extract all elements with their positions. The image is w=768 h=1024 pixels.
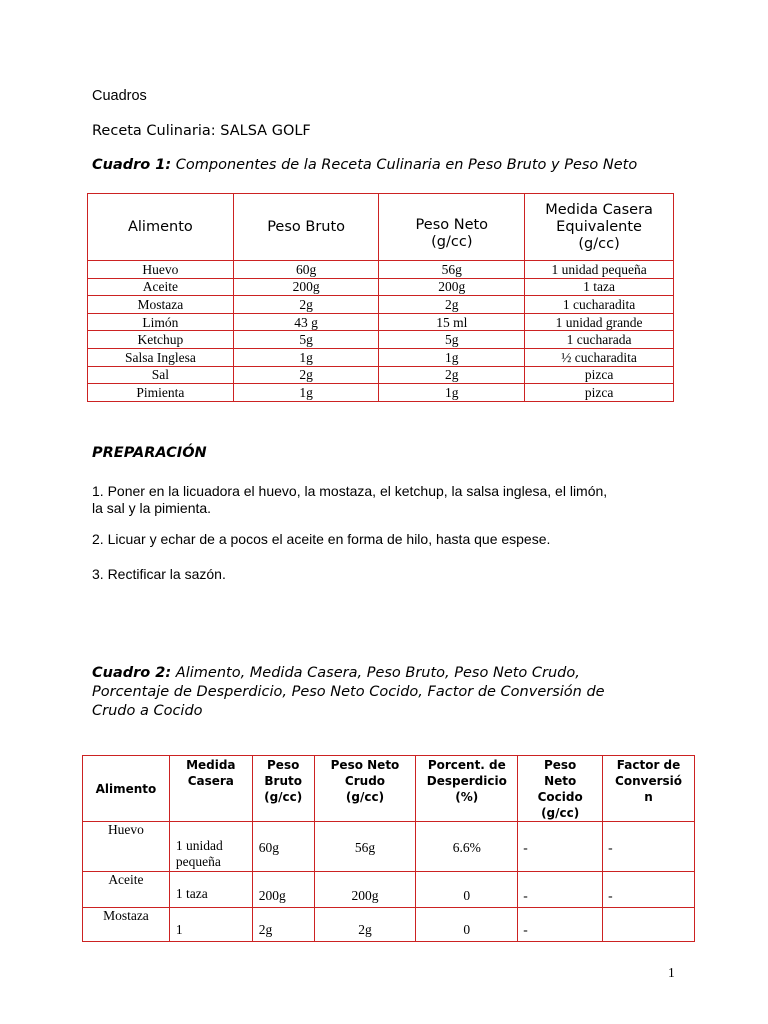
col-header: Medida Casera Equivalente (g/cc) [525, 194, 674, 261]
recipe-title: Receta Culinaria: SALSA GOLF [92, 123, 311, 139]
step-2: 2. Licuar y echar de a pocos el aceite en forma de hilo, hasta que espese. [92, 531, 551, 547]
cell-peso-neto: 1g [379, 348, 525, 366]
cell-peso-neto: 1g [379, 384, 525, 402]
cell-cocido: - [518, 908, 603, 942]
col-header: Porcent. de Desperdicio (%) [416, 756, 518, 822]
table-row [83, 872, 695, 908]
col-header: Alimento [83, 756, 170, 822]
cell-cocido: - [518, 872, 603, 908]
cell-peso-neto: 2g [379, 296, 525, 314]
cell-medida-casera: 1 unidad pequeña [525, 261, 674, 279]
cell-peso-bruto: 200g [252, 872, 314, 908]
cell-factor: - [603, 872, 695, 908]
cell-alimento: Mostaza [83, 908, 170, 942]
cell-peso-neto: 5g [379, 331, 525, 349]
cell-peso-neto: 15 ml [379, 313, 525, 331]
cell-peso-bruto: 1g [233, 384, 379, 402]
cell-peso-neto: 2g [379, 366, 525, 384]
cuadro2-caption-text: Alimento, Medida Casera, Peso Bruto, Peso Neto Crudo, Porcentaje de Desperdicio, Peso Neto Cocido, Factor de Conversión de Crudo a Cocido [92, 665, 605, 719]
cuadro2-label: Cuadro 2: [92, 665, 172, 681]
cell-medida-casera: 1 cucharadita [525, 296, 674, 314]
section-heading: Cuadros [92, 88, 147, 104]
table-row [83, 822, 695, 872]
col-header: Peso Bruto [233, 194, 379, 261]
cell-peso-neto: 2g [314, 908, 416, 942]
cell-peso-bruto: 43 g [233, 313, 379, 331]
cell-peso-bruto: 2g [233, 366, 379, 384]
cell-alimento: Pimienta [88, 384, 234, 402]
cell-factor [603, 908, 695, 942]
cell-peso-bruto: 2g [252, 908, 314, 942]
cell-alimento: Aceite [88, 278, 234, 296]
cell-alimento: Huevo [83, 822, 170, 872]
cell-medida-casera: pizca [525, 366, 674, 384]
cell-peso-bruto: 200g [233, 278, 379, 296]
cell-peso-bruto: 5g [233, 331, 379, 349]
cuadro1-label: Cuadro 1: [92, 157, 172, 173]
cell-cocido: - [518, 822, 603, 872]
cell-peso-bruto: 60g [252, 822, 314, 872]
step-3: 3. Rectificar la sazón. [92, 566, 226, 582]
cell-medida-casera: pizca [525, 384, 674, 402]
cell-medida-casera: 1 cucharada [525, 331, 674, 349]
cuadro2-table [82, 755, 695, 942]
cuadro1-table [87, 193, 674, 402]
table-row [83, 908, 695, 942]
col-header: Alimento [88, 194, 234, 261]
preparacion-title: PREPARACIÓN [92, 445, 207, 461]
cell-peso-bruto: 1g [233, 348, 379, 366]
cuadro1-caption-text: Componentes de la Receta Culinaria en Peso Bruto y Peso Neto [175, 157, 638, 173]
cell-desperdicio: 6.6% [416, 822, 518, 872]
table-row [88, 296, 674, 314]
table-row [88, 331, 674, 349]
cell-peso-neto: 56g [314, 822, 416, 872]
cell-medida: 1 [169, 908, 252, 942]
cell-peso-neto: 200g [379, 278, 525, 296]
table-row [88, 313, 674, 331]
cell-medida: 1 unidad pequeña [169, 822, 252, 872]
table-row [88, 384, 674, 402]
cell-medida: 1 taza [169, 872, 252, 908]
col-header: Peso Bruto (g/cc) [252, 756, 314, 822]
cuadro2-caption [92, 664, 692, 721]
cell-peso-neto: 200g [314, 872, 416, 908]
cell-alimento: Ketchup [88, 331, 234, 349]
cell-peso-bruto: 2g [233, 296, 379, 314]
col-header: Peso Neto (g/cc) [379, 194, 525, 261]
cell-medida-casera: ½ cucharadita [525, 348, 674, 366]
cuadro1-caption [92, 157, 637, 173]
cell-desperdicio: 0 [416, 872, 518, 908]
table-row [88, 366, 674, 384]
cell-alimento: Huevo [88, 261, 234, 279]
step-1: 1. Poner en la licuadora el huevo, la mostaza, el ketchup, la salsa inglesa, el limón, la sal y la pimienta. [92, 483, 608, 516]
cell-peso-bruto: 60g [233, 261, 379, 279]
cell-medida-casera: 1 unidad grande [525, 313, 674, 331]
table-row [88, 261, 674, 279]
page-number: 1 [668, 965, 675, 980]
cell-alimento: Aceite [83, 872, 170, 908]
col-header: Peso Neto Cocido (g/cc) [518, 756, 603, 822]
table-row [88, 348, 674, 366]
col-header: Peso Neto Crudo (g/cc) [314, 756, 416, 822]
cell-alimento: Salsa Inglesa [88, 348, 234, 366]
table-row [88, 278, 674, 296]
cell-alimento: Mostaza [88, 296, 234, 314]
cell-alimento: Sal [88, 366, 234, 384]
col-header: Medida Casera [169, 756, 252, 822]
cell-medida-casera: 1 taza [525, 278, 674, 296]
cell-alimento: Limón [88, 313, 234, 331]
cell-peso-neto: 56g [379, 261, 525, 279]
col-header: Factor de Conversió n [603, 756, 695, 822]
cell-factor: - [603, 822, 695, 872]
cell-desperdicio: 0 [416, 908, 518, 942]
